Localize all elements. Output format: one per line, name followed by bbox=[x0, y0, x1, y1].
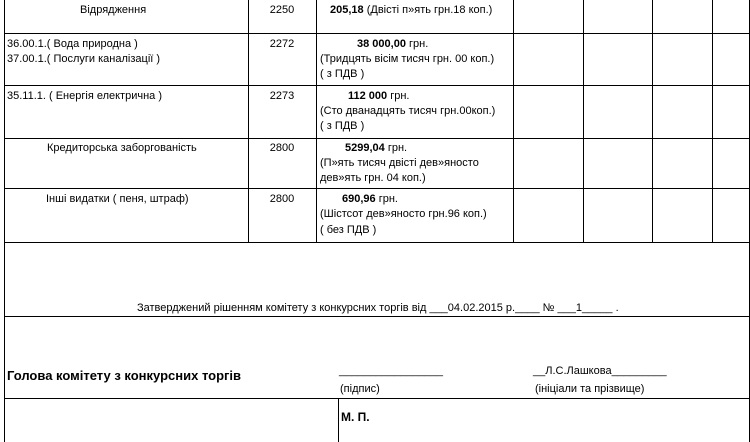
signatory-name: __Л.С.Лашкова_________ bbox=[533, 365, 667, 377]
signature-line: _________________ bbox=[339, 365, 444, 377]
approval-statement: Затверджений рішенням комітету з конкурсних торгів від ___04.02.2015 р.____ № ___1_____ . bbox=[137, 302, 619, 314]
item-name: 35.11.1. ( Енергія електрична ) bbox=[7, 90, 162, 102]
signatory-name-caption: (ініціали та прізвище) bbox=[535, 383, 645, 395]
item-vat-note: ( без ПДВ ) bbox=[320, 224, 377, 236]
stamp-place: М. П. bbox=[341, 410, 370, 424]
item-amount: 205,18 bbox=[330, 4, 364, 16]
item-amount-unit: грн. bbox=[378, 193, 398, 205]
item-amount: 38 000,00 bbox=[357, 38, 406, 50]
item-amount: 112 000 bbox=[348, 90, 388, 102]
item-amount-unit: грн. bbox=[409, 38, 429, 50]
item-amount-words: (П»ять тисяч двісті дев»яносто bbox=[320, 157, 479, 169]
item-vat-note: ( з ПДВ ) bbox=[320, 120, 365, 132]
item-name: Кредиторська заборгованість bbox=[47, 142, 197, 154]
item-name: Відрядження bbox=[80, 4, 147, 16]
item-amount-words: (Сто дванадцять тисяч грн.00коп.) bbox=[320, 105, 496, 117]
item-name: 36.00.1.( Вода природна ) bbox=[7, 38, 138, 50]
item-code: 2272 bbox=[269, 38, 295, 50]
committee-head-title: Голова комітету з конкурсних торгів bbox=[7, 368, 242, 383]
item-amount-words: (Двісті п»ять грн.18 коп.) bbox=[366, 4, 493, 16]
item-amount-words: (Шістсот дев»яносто грн.96 коп.) bbox=[320, 208, 487, 220]
item-amount-words: дев»ять грн. 04 коп.) bbox=[320, 172, 426, 184]
signature-caption: (підпис) bbox=[340, 383, 380, 395]
item-code: 2800 bbox=[269, 142, 295, 154]
item-amount: 690,96 bbox=[342, 193, 376, 205]
item-amount: 5299,04 bbox=[345, 142, 385, 154]
item-code: 2800 bbox=[269, 193, 295, 205]
item-amount-unit: грн. bbox=[390, 90, 410, 102]
item-name: Інші видатки ( пеня, штраф) bbox=[46, 193, 189, 205]
item-code: 2250 bbox=[269, 4, 295, 16]
item-amount-unit: грн. bbox=[387, 142, 408, 154]
item-amount-words: (Тридцять вісім тисяч грн. 00 коп.) bbox=[320, 53, 495, 65]
item-code: 2273 bbox=[269, 90, 295, 102]
item-name: 37.00.1.( Послуги каналізації ) bbox=[7, 53, 161, 65]
item-vat-note: ( з ПДВ ) bbox=[320, 68, 365, 80]
